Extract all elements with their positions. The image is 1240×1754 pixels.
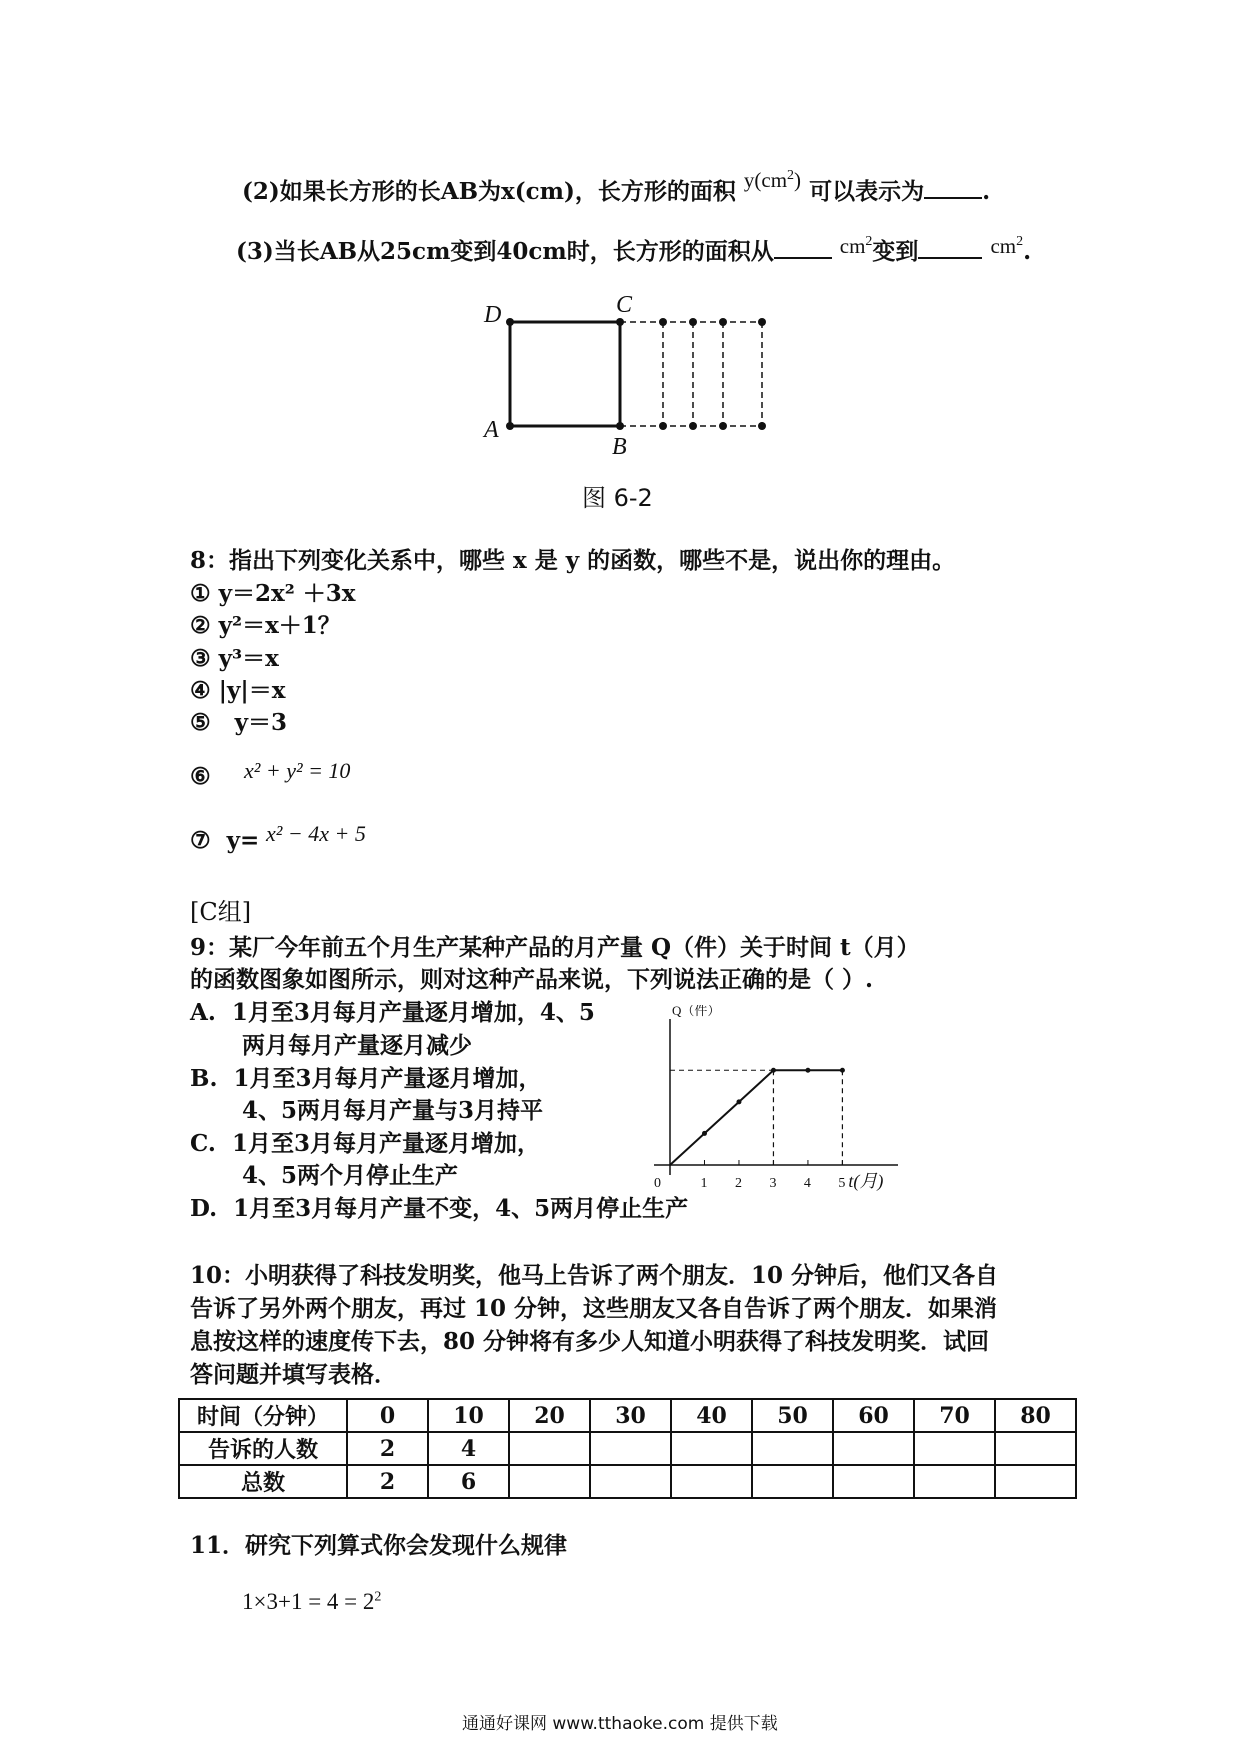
q9-option-d: D. 1月至3月每月产量不变，4、5两月停止生产 [190, 1195, 689, 1222]
data-point [805, 1068, 810, 1073]
table-cell: 4 [428, 1432, 509, 1465]
point-b [616, 422, 624, 430]
table-cell-empty[interactable] [671, 1432, 752, 1465]
x-tick-label: 2 [734, 1176, 742, 1191]
point [719, 422, 727, 430]
table-header-cell: 70 [914, 1399, 995, 1432]
table-header-cell: 60 [833, 1399, 914, 1432]
q7-part2-suffix: 可以表示为 [809, 178, 925, 205]
point-d [506, 318, 514, 326]
table-header-cell: 30 [590, 1399, 671, 1432]
label-c: C [616, 292, 633, 318]
q7-part2-end: . [982, 178, 991, 205]
q9-option-c-cont: 4、5两个月停止生产 [242, 1162, 459, 1189]
table-cell-empty[interactable] [995, 1465, 1076, 1498]
q8-item-5: ⑤ y＝3 [190, 709, 288, 736]
x-tick-label: 5 [838, 1176, 846, 1191]
x-tick-label: 0 [654, 1176, 661, 1191]
table-cell-empty[interactable] [914, 1432, 995, 1465]
table-cell-empty[interactable] [833, 1465, 914, 1498]
footer-credit: 通通好课网 www.tthaoke.com 提供下载 [462, 1714, 778, 1734]
unit-cm2: $cm^2$ [839, 234, 873, 258]
data-point [702, 1131, 707, 1136]
q10-line-4: 答问题并填写表格． [190, 1361, 397, 1388]
table-cell: 总数 [179, 1465, 347, 1498]
production-chart [640, 1005, 920, 1195]
q7-part2 [242, 168, 991, 205]
x-tick-label: 1 [700, 1176, 708, 1191]
table-cell-empty[interactable] [995, 1432, 1076, 1465]
x-axis-label: t(月) [848, 1171, 884, 1191]
q7-part3-prefix: (3)当长AB从25cm变到40cm时，长方形的面积从 [236, 238, 774, 265]
table-cell: 告诉的人数 [179, 1432, 347, 1465]
q11-formula: $1\times 3+1 = 4 = 2^2$ [242, 1589, 382, 1614]
table-cell-empty[interactable] [509, 1465, 590, 1498]
q9-line-1: 9：某厂今年前五个月生产某种产品的月产量 Q（件）关于时间 t（月） [190, 934, 920, 961]
table-cell-empty[interactable] [752, 1465, 833, 1498]
table-header-cell: 80 [995, 1399, 1076, 1432]
q11-title: 11．研究下列算式你会发现什么规律 [190, 1532, 568, 1559]
q10-line-1: 10：小明获得了科技发明奖，他马上告诉了两个朋友．10 分钟后，他们又各自 [190, 1262, 999, 1289]
q9-option-a-cont: 两月每月产量逐月减少 [242, 1032, 472, 1059]
data-point [771, 1068, 776, 1073]
q10-line-2: 告诉了另外两个朋友，再过 10 分钟，这些朋友又各自告诉了两个朋友．如果消 [190, 1295, 998, 1322]
point [719, 318, 727, 326]
table-header-cell: 40 [671, 1399, 752, 1432]
area-expression: $y(cm^2)$ [743, 168, 802, 192]
q7-part3-middle: 变到 [872, 238, 919, 265]
label-d: D [484, 302, 502, 328]
q7-part3-end: . [1023, 238, 1032, 265]
answer-blank [918, 239, 982, 259]
point [659, 422, 667, 430]
point [689, 318, 697, 326]
q9-option-a: A. 1月至3月每月产量逐月增加，4、5 [190, 999, 595, 1026]
spread-table [178, 1398, 1077, 1499]
table-header-cell: 50 [752, 1399, 833, 1432]
table-cell-empty[interactable] [590, 1432, 671, 1465]
q9-option-b-cont: 4、5两月每月产量与3月持平 [242, 1097, 544, 1124]
table-cell: 6 [428, 1465, 509, 1498]
x-tick-label: 3 [769, 1176, 777, 1191]
rectangle-abcd [510, 322, 620, 426]
answer-blank [924, 179, 982, 199]
answer-blank [774, 239, 832, 259]
point [689, 422, 697, 430]
q8-item-4: ④ |y|＝x [190, 677, 286, 704]
q10-line-3: 息按这样的速度传下去，80 分钟将有多少人知道小明获得了科技发明奖．试回 [190, 1328, 990, 1355]
table-row [179, 1465, 1076, 1498]
q7-part3 [236, 234, 1032, 265]
q8-item-1: ① y＝2x² ＋3x [190, 580, 356, 607]
y-axis-label: Q（件） [672, 1005, 721, 1018]
q8-title: 8：指出下列变化关系中，哪些 x 是 y 的函数，哪些不是，说出你的理由。 [190, 547, 956, 574]
table-header-cell: 时间（分钟） [179, 1399, 347, 1432]
point [758, 422, 766, 430]
group-c-heading: [C组] [190, 898, 252, 926]
point [659, 318, 667, 326]
table-cell-empty[interactable] [914, 1465, 995, 1498]
figure-caption: 图 6-2 [582, 484, 653, 512]
q9-line-2: 的函数图象如图所示，则对这种产品来说，下列说法正确的是（ ）. [190, 966, 874, 993]
q9-option-b: B. 1月至3月每月产量逐月增加， [190, 1065, 542, 1092]
table-header-row [179, 1399, 1076, 1432]
q8-item-3: ③ y³＝x [190, 645, 279, 672]
point [758, 318, 766, 326]
table-cell: 2 [347, 1465, 428, 1498]
label-a: A [484, 417, 499, 443]
point-a [506, 422, 514, 430]
table-cell: 2 [347, 1432, 428, 1465]
table-cell-empty[interactable] [509, 1432, 590, 1465]
table-cell-empty[interactable] [752, 1432, 833, 1465]
data-point [840, 1068, 845, 1073]
q8-item-7-formula: x² − 4x + 5 [266, 821, 366, 846]
table-row [179, 1432, 1076, 1465]
data-point [736, 1099, 741, 1104]
q8-item-2: ② y²＝x＋1？ [190, 612, 341, 639]
q9-option-c: C. 1月至3月每月产量逐月增加， [190, 1130, 540, 1157]
q8-item-6-formula: x² + y² = 10 [244, 758, 351, 783]
table-cell-empty[interactable] [833, 1432, 914, 1465]
unit-cm2: $cm^2$ [990, 234, 1024, 258]
table-header-cell: 20 [509, 1399, 590, 1432]
table-header-cell: 0 [347, 1399, 428, 1432]
rectangle-figure [470, 290, 790, 460]
point-c [616, 318, 624, 326]
table-cell-empty[interactable] [671, 1465, 752, 1498]
table-header-cell: 10 [428, 1399, 509, 1432]
label-b: B [612, 434, 627, 460]
q8-item-6: ⑥ [190, 763, 211, 790]
q8-item-7: ⑦ y= [190, 827, 260, 854]
x-tick-label: 4 [803, 1176, 811, 1191]
table-cell-empty[interactable] [590, 1465, 671, 1498]
q7-part2-prefix: (2)如果长方形的长AB为x(cm)，长方形的面积 [242, 178, 736, 205]
series-line [670, 1070, 842, 1165]
